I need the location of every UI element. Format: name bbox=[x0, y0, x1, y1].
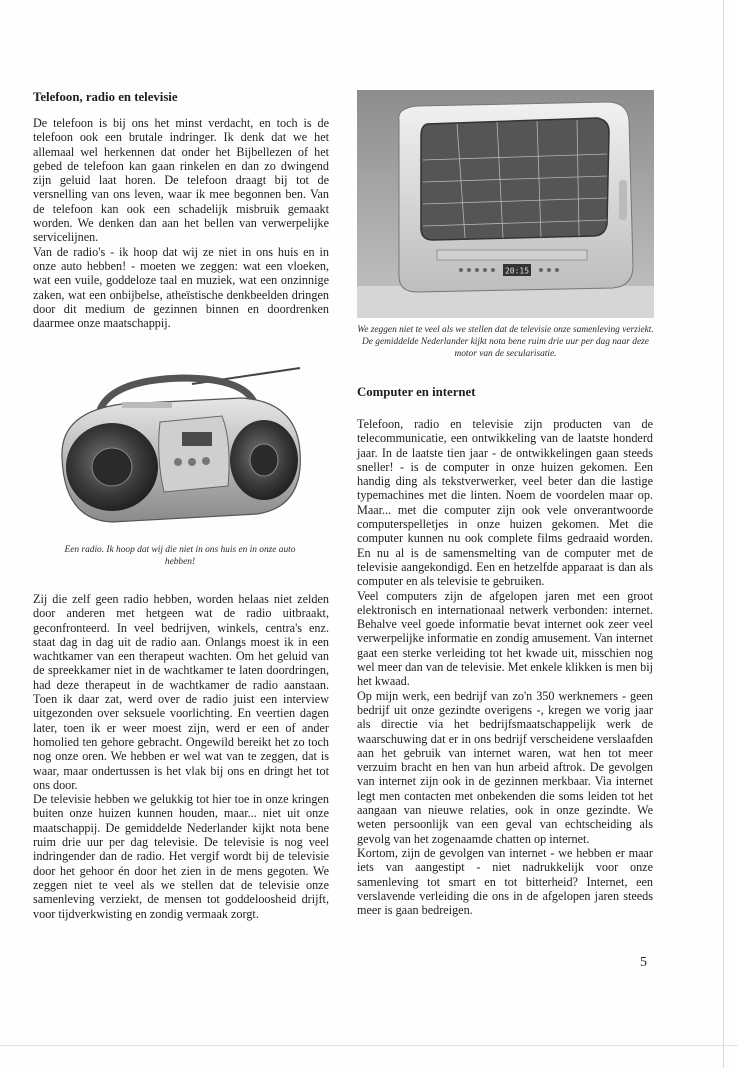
paragraph: Op mijn werk, een bedrijf van zo'n 350 werknemers - geen bedrijf uit onze gezindte overigens -, kregen we vorig jaar als directie via het bedrijfsmaatschappelijk werk de waarschuwing dat er in ons bedrijf verscheidene verslaafden aan het gebruik van internet waren, wat hen tot meer verzuim bracht en hen van hun arbeid aftrok. De gevolgen van internet zijn ook in de gezinnen merkbaar. Via internet legt men contacten met onbekenden die soms leiden tot het aangaan van nieuwe relaties, ook in onze gezindte. We weten persoonlijk van een geval van echtscheiding als gevolg van het zogenaamde chatten op internet. bbox=[357, 688, 653, 846]
paragraph: De televisie hebben we gelukkig tot hier toe in onze kringen buiten onze huizen kunnen houden, maar... niet uit onze maatschappij. De gemiddelde Nederlander kijkt nota bene ruim drie uur per dag televisie. De televisie is nog veel indringender dan de radio. Het vergif wordt bij de televisie door het gehoor én door het zien in de mens gegoten. We zeggen niet te veel als we stellen dat de televisie onze samenleving verziekt, de mensen tot goddeloosheid drijft, voor tijdverkwisting en zondig vermaak zorgt. bbox=[33, 792, 329, 921]
section-heading-computer: Computer en internet bbox=[357, 385, 476, 399]
left-column-bottom bbox=[33, 592, 329, 921]
section-heading-telecom: Telefoon, radio en televisie bbox=[33, 90, 178, 104]
page-bottom-line bbox=[0, 1045, 738, 1046]
right-column bbox=[357, 417, 653, 917]
television-photo bbox=[357, 90, 654, 318]
radio-caption: Een radio. Ik hoop dat wij die niet in ons huis en in onze auto hebben! bbox=[64, 545, 296, 567]
radio-photo bbox=[42, 362, 318, 538]
paragraph: Van de radio's - ik hoop dat wij ze niet in ons huis en in onze auto hebben! - moeten we zeggen: wat een vloeken, wat een vuile, goddeloze taal en muziek, wat een onzinnige zaken, wat een onbijbelse, atheïstische denkbeelden dringen door dit medium de gezinnen binnen en doordrenken daarmee onze maatschappij. bbox=[33, 244, 329, 331]
left-column-top bbox=[33, 116, 329, 330]
paragraph: De telefoon is bij ons het minst verdacht, en toch is de telefoon ook een brutale indringer. Ik denk dat we het allemaal wel herkennen dat onder het Bijbellezen of het gebed de telefoon kan gaan rinkelen en dan zo dwingend zijn geluid laat horen. De telefoon draagt bij tot de versnelling van ons leven, waar ik mee begonnen ben. Van de telefoon kan ook een schadelijk misbruik gemaakt worden. We denken dan aan het bellen van verwerpelijke servicelijnen. bbox=[33, 116, 329, 245]
page-edge-line bbox=[723, 0, 724, 1068]
paragraph: Veel computers zijn de afgelopen jaren met een groot elektronisch en internationaal netwerk verbonden: internet. Behalve veel goede informatie bevat internet ook zeer veel verwerpelijke informatie en zondig amusement. Van internet gaat een sterke verleiding tot het kwade uit, misschien nog wel meer dan van de televisie. Met enkele klikken is men bij het kwaad. bbox=[357, 588, 653, 689]
page-number: 5 bbox=[640, 955, 647, 970]
paragraph: Kortom, zijn de gevolgen van internet - we hebben er maar iets van aangestipt - niet nadrukkelijk voor onze samenleving tot smart en tot bitterheid? Internet, een verslavende verleiding die ons in de afgelopen jaren steeds meer is gaan bedreigen. bbox=[357, 845, 653, 918]
tv-clock-display: 20:15 bbox=[504, 266, 530, 276]
paragraph: Telefoon, radio en televisie zijn producten van de telecommunicatie, een ontwikkeling van de laatste honderd jaar. In de laatste tien jaar - de ontwikkelingen gaan steeds sneller! - is de computer in onze huizen gekomen. Een handig ding als tekstverwerker, veel beter dan die lastige typemachines met die linten. Noem de voordelen maar op. Maar... met die computer zijn ook vele onverantwoorde computerspelletjes in onze huizen gekomen. Met die computer kunnen nu ook complete films gedraaid worden. En nu al is de samensmelting van de computer met de televisie aangekondigd. Een en hetzelfde apparaat is dan als computer en als televisie te gebruiken. bbox=[357, 417, 653, 589]
paragraph: Zij die zelf geen radio hebben, worden helaas niet zelden door anderen met hetgeen wat de radio uitbraakt, geconfronteerd. In veel bedrijven, winkels, centra's enz. staat dag in dag uit de radio aan. Onlangs moest ik in een wachtkamer van een therapeut wachten. Om het geluid van de spreekkamer niet in de wachtkamer te laten doordringen, had deze therapeut in de wachtkamer de radio aanstaan. Toen ik daar zat, werd over de radio juist een interview uitgezonden over seksuele voorlichting. En veertien dagen later, toen ik er weer moest zijn, werd er een of ander homolied ten gehore gebracht. Ongewild bereikt het zo toch nog onze oren. We hebben er wel wat van te zeggen, dat is waar, maar ondertussen is het vlak bij ons en dringt het tot ons door. bbox=[33, 592, 329, 792]
tv-caption: We zeggen niet te veel als we stellen dat de televisie onze samenleving verziekt. De gemiddelde Nederlander kijkt nota bene ruim drie uur per dag naar deze motor van de secularisatie. bbox=[357, 325, 654, 359]
